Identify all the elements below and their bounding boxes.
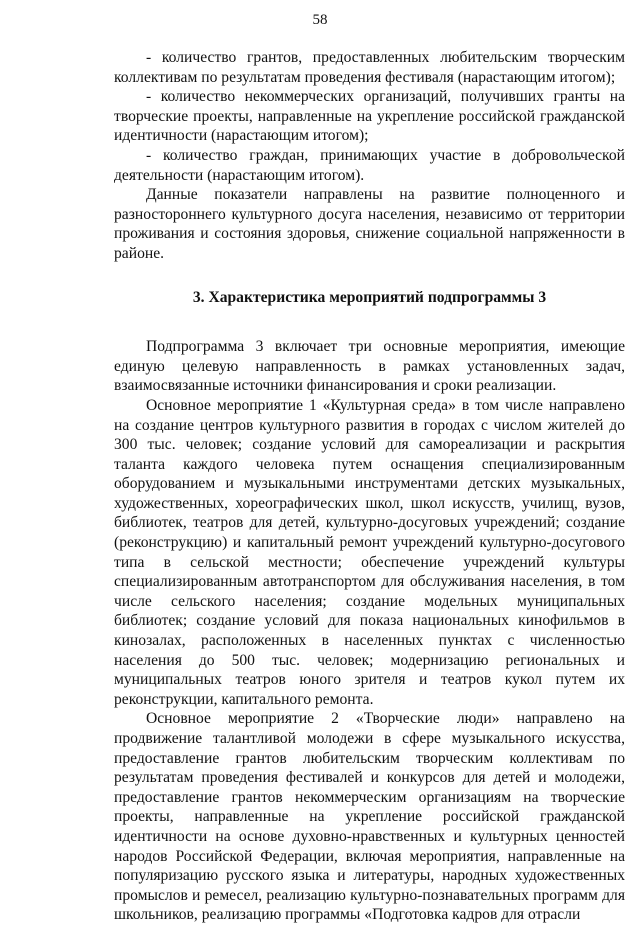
section-heading: 3. Характеристика мероприятий подпрограммы 3: [192, 288, 547, 306]
subprogram-overview-paragraph: Подпрограмма 3 включает три основные мероприятия, имеющие единую целевую направленность в рамках установленных задач, взаимосвязанные источники финансирования и сроки реализации.: [114, 338, 625, 395]
indicators-summary-paragraph: Данные показатели направлены на развитие полноценного и разностороннего культурного досуга населения, независимо от территории проживания и состояния здоровья, снижение социальной напряженности в районе.: [114, 186, 625, 262]
indicator-item-volunteers: - количество граждан, принимающих участие в добровольческой деятельности (нарастающим итогом).: [114, 146, 625, 184]
document-body: [114, 48, 625, 925]
main-activity-2-paragraph: Основное мероприятие 2 «Творческие люди» направлено на продвижение талантливой молодежи в сфере музыкального искусства, предоставление грантов любительским творческим коллективам по результатам проведения фестивалей и конкурсов для детей и молодежи, предоставление грантов некоммерческим организациям на творческие проекты, направленные на укрепление российской гражданской идентичности на основе духовно-нравственных и культурных ценностей народов Российской Федерации, включая мероприятия, направленные на популяризацию русского языка и литературы, народных художественных промыслов и ремесел, реализацию культурно-познавательных программ для школьников, реализацию программы «Подготовка кадров для отрасли: [114, 710, 625, 924]
main-activity-1-paragraph: Основное мероприятие 1 «Культурная среда» в том числе направлено на создание центров культурного развития в городах с числом жителей до 300 тыс. человек; создание условий для самореализации и раскрытия таланта каждого человека путем оснащения специализированным оборудованием и музыкальными инструментами детских музыкальных, художественных, хореографических школ, школ искусств, училищ, вузов, библиотек, театров для детей, культурно-досуговых учреждений; создание (реконструкцию) и капитальный ремонт учреждений культурно-досугового типа в сельской местности; обеспечение учреждений культуры специализированным автотранспортом для обслуживания населения, в том числе сельского населения; создание модельных муниципальных библиотек; создание условий для показа национальных кинофильмов в кинозалах, расположенных в населенных пунктах с численностью населения до 500 тыс. человек; модернизацию региональных и муниципальных театров юного зрителя и театров кукол путем их реконструкции, капитального ремонта.: [114, 396, 625, 708]
page-number: 58: [312, 12, 328, 28]
indicator-item-grants: - количество грантов, предоставленных любительским творческим коллективам по результатам проведения фестиваля (нарастающим итогом);: [114, 49, 625, 86]
indicator-item-nonprofits: - количество некоммерческих организаций, получивших гранты на творческие проекты, направленные на укрепление российской гражданской идентичности (нарастающим итогом);: [114, 88, 625, 145]
